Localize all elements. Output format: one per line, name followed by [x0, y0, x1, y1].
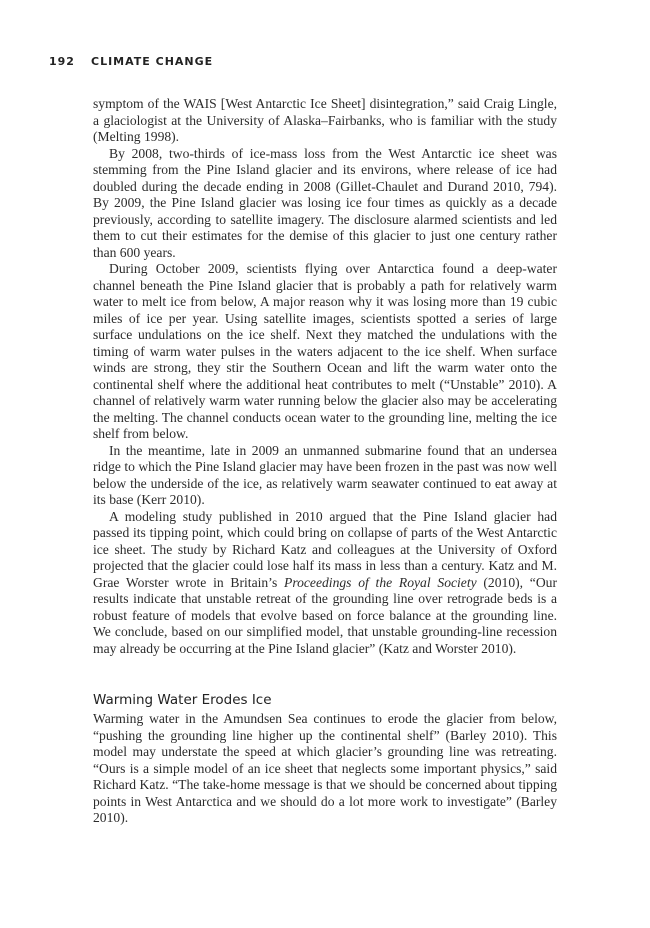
running-title: CLIMATE CHANGE: [91, 55, 214, 68]
running-head: [49, 55, 213, 68]
paragraph-modeling-study: [93, 509, 557, 658]
page-number: 192: [49, 55, 75, 68]
section-heading: Warming Water Erodes Ice: [93, 692, 272, 708]
body-text: [93, 96, 557, 827]
paragraph-undersea-ridge: In the meantime, late in 2009 an unmanned submarine found that an undersea ridge to which the Pine Island glacier may have been frozen in the past was now well below the underside of the ice, as relatively warm seawater continued to eat away at its base (Kerr 2010).: [93, 442, 557, 507]
paragraph-modeling-study-part1: A modeling study published in 2010 argued that the Pine Island glacier had passed its tipping point, which could bring on collapse of parts of the West Antarctic ice sheet. The study by Richard Katz and colleagues at the University of Oxford projected that the glacier could lose half its mass in less than a century. Katz and M. Grae Worster wrote in Britain’s: [93, 508, 557, 590]
paragraph-continued: symptom of the WAIS [West Antarctic Ice Sheet] disintegration,” said Craig Lingle, a glaciologist at the University of Alaska–Fairbanks, who is familiar with the study (Melting 1998).: [93, 96, 557, 144]
paragraph-warming-water: Warming water in the Amundsen Sea continues to erode the glacier from below, “pushing the grounding line higher up the continental shelf” (Barley 2010). This model may understate the speed at which glacier’s grounding line was retreating. “Ours is a simple model of an ice sheet that neglects some important physics,” said Richard Katz. “The take-home message is that we should be concerned about tipping points in West Antarctica and we should do a lot more work to investigate” (Barley 2010).: [93, 711, 557, 825]
paragraph-deep-water-channel: During October 2009, scientists flying over Antarctica found a deep-water channel beneath the Pine Island glacier that is probably a path for relatively warm water to melt ice from below, A major reason why it was losing more than 19 cubic miles of ice per year. Using satellite images, scientists spotted a series of large surface undulations on the ice shelf. Next they matched the undulations with the timing of warm water pulses in the waters adjacent to the ice shelf. When surface winds are strong, they stir the Southern Ocean and lift the warm water onto the continental shelf where the additional heat contributes to melt (“Unstable” 2010). A channel of relatively warm water running below the glacier also may be accelerating the melting. The channel conducts ocean water to the grounding line, melting the ice shelf from below.: [93, 261, 557, 441]
journal-title: Proceedings of the Royal Society: [284, 574, 477, 590]
paragraph-ice-mass-loss: By 2008, two-thirds of ice-mass loss from the West Antarctic ice sheet was stemming from the Pine Island glacier and its environs, where release of ice had doubled during the decade ending in 2008 (Gillet-Chaulet and Durand 2010, 794). By 2009, the Pine Island glacier was losing ice four times as quickly as a decade previously, according to satellite imagery. The disclosure alarmed scientists and led them to cut their estimates for the demise of this glacier to just one century rather than 600 years.: [93, 145, 557, 260]
paragraph-modeling-study-part2: (2010), “Our results indicate that unstable retreat of the grounding line over retrograde beds is a robust feature of models that evolve based on force balance at the grounding line. We conclude, based on our simplified model, that unstable grounding-line recession may already be occurring at the Pine Island glacier” (Katz and Worster 2010).: [93, 574, 557, 656]
